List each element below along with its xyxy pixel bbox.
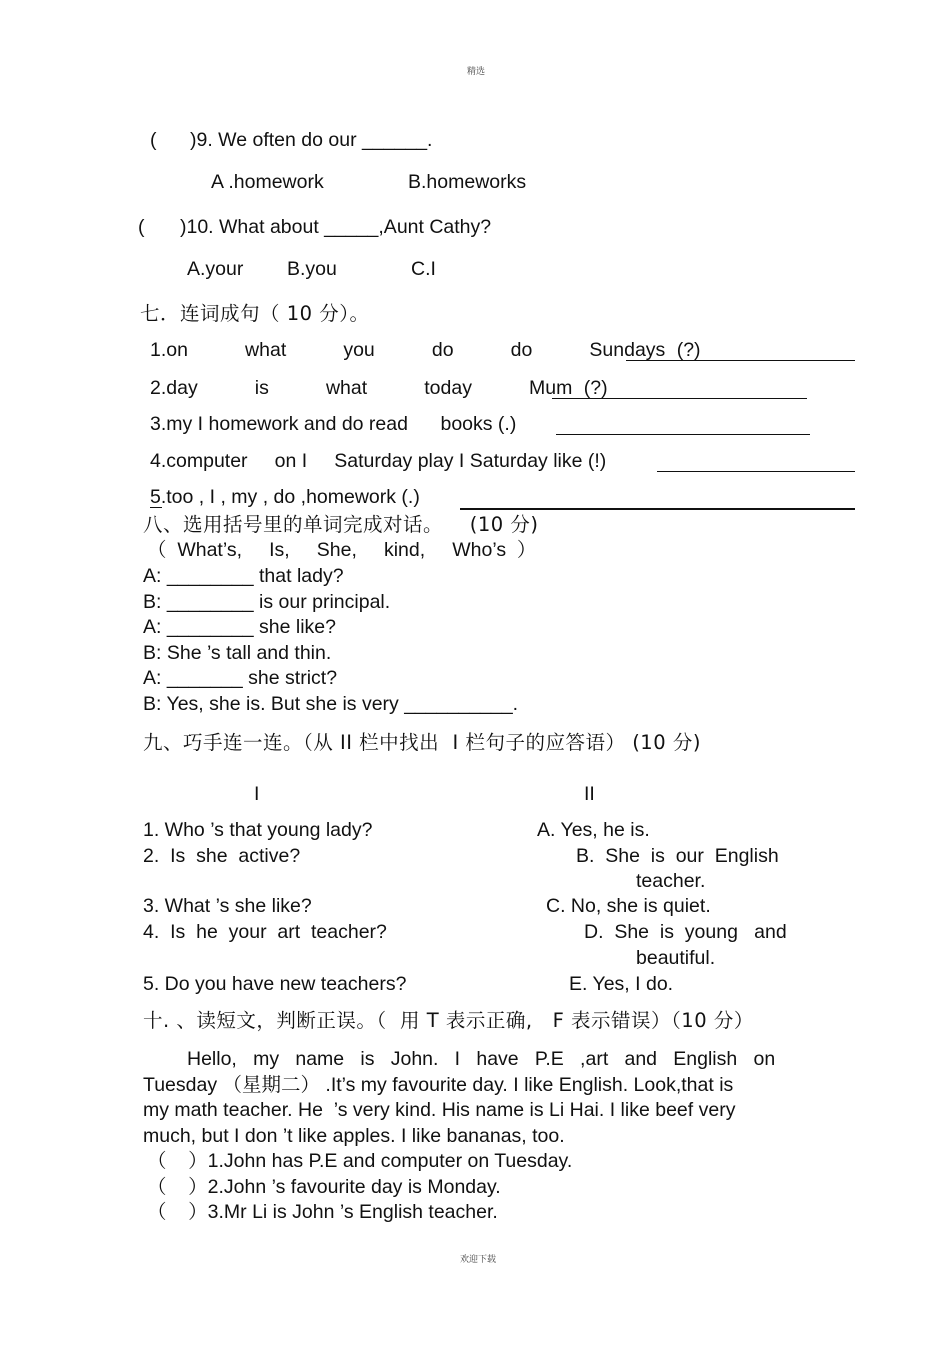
answer-line-3 [556,434,810,435]
q10-option-b: B.you [287,258,337,280]
match-left-2: 2. Is she active? [143,845,301,867]
section7-item-3: 3.my I homework and do read books (.) [150,413,517,435]
q9-option-a: A .homework [211,171,324,193]
q10-bracket: ( [138,216,145,238]
match-right-c: C. No, she is quiet. [546,895,711,917]
underline-item-5-number [150,507,162,508]
match-right-d-cont: beautiful. [636,947,716,969]
column-2-header: II [584,783,595,805]
page-footer-mark: 欢迎下载 [460,1255,497,1265]
section7-item-1: 1.on what you do do Sundays (?) [150,339,701,361]
match-right-e: E. Yes, I do. [569,973,674,995]
dialogue-line-2: B: ________ is our principal. [143,591,391,613]
match-right-a: A. Yes, he is. [537,819,650,841]
q10-option-a: A.your [187,258,244,280]
passage-line-3: my math teacher. He ’s very kind. His name is Li Hai. I like beef very [143,1099,736,1121]
page-header-mark: 精选 [467,67,486,77]
section8-word-bank: （ What’s, Is, She, kind, Who’s ） [147,539,537,561]
dialogue-line-5: A: _______ she strict? [143,667,338,689]
match-right-d: D. She is young and [584,921,787,943]
match-left-3: 3. What ’s she like? [143,895,312,917]
section10-heading: 十. 、读短文，判断正误。（ 用 T 表示正确, F 表示错误）（10 分） [143,1009,754,1032]
dialogue-line-1: A: ________ that lady? [143,565,344,587]
passage-line-1: Hello, my name is John. I have P.E ,art and English on [187,1048,776,1070]
passage-line-4: much, but I don ’t like apples. I like bananas, too. [143,1125,565,1147]
match-left-5: 5. Do you have new teachers? [143,973,407,995]
section8-heading: 八、选用括号里的单词完成对话。 (10 分) [143,513,539,536]
q9-bracket: ( [150,129,157,151]
section9-heading: 九、巧手连一连。（从 II 栏中找出 I 栏句子的应答语） (10 分) [143,731,701,754]
q9-option-b: B.homeworks [408,171,527,193]
match-left-1: 1. Who ’s that young lady? [143,819,373,841]
passage-line-2: Tuesday （星期二） .It’s my favourite day. I like English. Look,that is [143,1074,734,1096]
section7-heading: 七．连词成句（ 10 分）。 [140,302,370,325]
section7-item-2: 2.day is what today Mum (?) [150,377,608,399]
section7-item-4: 4.computer on I Saturday play I Saturday like (!) [150,450,607,472]
dialogue-line-6: B: Yes, she is. But she is very __________. [143,693,519,715]
dialogue-line-3: A: ________ she like? [143,616,336,638]
match-right-b-cont: teacher. [636,870,706,892]
dialogue-line-4: B: She ’s tall and thin. [143,642,332,664]
tf-question-2: （ ）2.John ’s favourite day is Monday. [147,1176,501,1198]
answer-line-5 [460,508,855,510]
tf-question-3: （ ）3.Mr Li is John ’s English teacher. [147,1201,498,1223]
tf-question-1: （ ）1.John has P.E and computer on Tuesday. [147,1150,573,1172]
q9-text: )9. We often do our ______. [190,129,433,151]
q10-text: )10. What about _____,Aunt Cathy? [180,216,492,238]
q10-option-c: C.I [411,258,436,280]
answer-line-1 [626,360,855,361]
match-right-b: B. She is our English [576,845,779,867]
column-1-header: I [254,783,260,805]
match-left-4: 4. Is he your art teacher? [143,921,387,943]
answer-line-4 [657,471,855,472]
answer-line-2 [552,398,807,399]
section7-item-5: 5.too , I , my , do ,homework (.) [150,486,420,508]
